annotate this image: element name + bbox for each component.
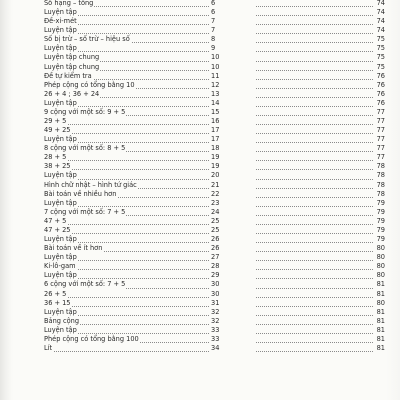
toc-entry: [44, 63, 385, 72]
toc-entry: [44, 117, 385, 126]
toc-entry-page-2: 80: [373, 271, 385, 280]
toc-entry-page-2: 75: [373, 35, 385, 44]
toc-entry-title: Luyện tập: [44, 253, 77, 262]
toc-entry-page-2: 76: [373, 72, 385, 81]
toc-entry-page-2: 77: [373, 135, 385, 144]
toc-entry-page-2: 81: [373, 335, 385, 344]
toc-entry-page-2: 79: [373, 199, 385, 208]
toc-entry-page-2: 79: [373, 208, 385, 217]
toc-entry-page: 26: [210, 235, 256, 244]
toc-entry-page-2: 74: [373, 0, 385, 8]
toc-entry: [44, 126, 385, 135]
toc-entry-page: 25: [210, 217, 256, 226]
toc-entry: [44, 99, 385, 108]
toc-entry-page: 16: [210, 117, 256, 126]
toc-entry: [44, 217, 385, 226]
toc-entry-page-2: 75: [373, 63, 385, 72]
toc-entry: [44, 190, 385, 199]
toc-entry-page: 6: [210, 8, 256, 17]
toc-entry-title: 47 + 25: [44, 225, 71, 234]
toc-entry-title: Lít: [44, 343, 53, 352]
page-gutter-shadow: [0, 0, 12, 400]
toc-entry: [44, 72, 385, 81]
toc-entry-title: Luyện tập: [44, 307, 77, 316]
toc-entry-title: Bảng cộng: [44, 316, 80, 325]
toc-entry-page: 23: [210, 199, 256, 208]
toc-entry-page: 21: [210, 181, 256, 190]
toc-entry-page: 26: [210, 244, 256, 253]
toc-entry-page-2: 78: [373, 181, 385, 190]
toc-entry-title: Ki-lô-gam: [44, 262, 76, 271]
toc-entry-page-2: 77: [373, 144, 385, 153]
toc-entry: [44, 308, 385, 317]
toc-entry: [44, 0, 385, 8]
toc-entry-title: Luyện tập: [44, 26, 77, 35]
toc-entry-title: 29 + 5: [44, 117, 67, 126]
toc-entry-title: Hình chữ nhật – hình tứ giác: [44, 180, 137, 189]
table-of-contents: [44, 0, 385, 353]
toc-entry-page-2: 81: [373, 280, 385, 289]
toc-entry: [44, 208, 385, 217]
toc-entry-page-2: 80: [373, 253, 385, 262]
toc-entry: [44, 199, 385, 208]
toc-entry-title: Luyện tập: [44, 98, 77, 107]
toc-entry-page: 28: [210, 262, 256, 271]
toc-entry: [44, 317, 385, 326]
toc-entry-title: Luyện tập chung: [44, 62, 100, 71]
toc-entry: [44, 171, 385, 180]
toc-entry-page-2: 74: [373, 8, 385, 17]
toc-entry: [44, 280, 385, 289]
toc-entry-page-2: 77: [373, 108, 385, 117]
toc-entry: [44, 8, 385, 17]
toc-entry-page-2: 78: [373, 162, 385, 171]
toc-entry-page: 9: [210, 44, 256, 53]
toc-entry-page-2: 81: [373, 290, 385, 299]
toc-entry-title: Phép cộng có tổng bằng 10: [44, 80, 135, 89]
toc-entry: [44, 35, 385, 44]
toc-entry-page: 19: [210, 162, 256, 171]
toc-entry: [44, 144, 385, 153]
toc-entry: [44, 26, 385, 35]
toc-entry-page-2: 77: [373, 126, 385, 135]
toc-entry-page-2: 79: [373, 235, 385, 244]
toc-entry-page-2: 78: [373, 171, 385, 180]
toc-entry-page-2: 77: [373, 117, 385, 126]
toc-entry-page: 13: [210, 90, 256, 99]
toc-entry-title: Luyện tập: [44, 44, 77, 53]
toc-entry-title: Đề tự kiểm tra: [44, 71, 92, 80]
toc-entry: [44, 181, 385, 190]
toc-entry-page-2: 76: [373, 99, 385, 108]
toc-entry-title: Luyện tập: [44, 235, 77, 244]
toc-entry-page: 7: [210, 17, 256, 26]
toc-entry-page-2: 74: [373, 26, 385, 35]
toc-entry-page-2: 75: [373, 44, 385, 53]
toc-entry-page-2: 76: [373, 90, 385, 99]
toc-entry-title: 8 cộng với một số: 8 + 5: [44, 144, 126, 153]
toc-entry: [44, 344, 385, 353]
toc-entry: [44, 135, 385, 144]
toc-entry-page: 10: [210, 53, 256, 62]
toc-entry-page: 32: [210, 317, 256, 326]
toc-entry-page-2: 81: [373, 317, 385, 326]
toc-entry-page: 29: [210, 271, 256, 280]
toc-entry-page-2: 76: [373, 81, 385, 90]
toc-entry-page-2: 79: [373, 226, 385, 235]
toc-entry-title: 26 + 4 ; 36 + 24: [44, 89, 100, 98]
toc-entry-title: 9 cộng với một số: 9 + 5: [44, 107, 126, 116]
toc-entry-title: Luyện tập: [44, 271, 77, 280]
toc-entry: [44, 326, 385, 335]
toc-entry-page-2: 78: [373, 190, 385, 199]
toc-entry: [44, 44, 385, 53]
toc-entry: [44, 244, 385, 253]
toc-entry-page: 19: [210, 153, 256, 162]
toc-entry-page: 8: [210, 35, 256, 44]
toc-entry-title: Số bị trừ – số trừ – hiệu số: [44, 35, 130, 44]
toc-entry-page: 20: [210, 171, 256, 180]
toc-entry-page-2: 80: [373, 244, 385, 253]
toc-entry-title: Luyện tập: [44, 325, 77, 334]
toc-entry-page: 34: [210, 344, 256, 353]
toc-entry-title: Luyện tập: [44, 8, 77, 17]
toc-entry: [44, 17, 385, 26]
toc-entry-page-2: 80: [373, 262, 385, 271]
toc-entry: [44, 226, 385, 235]
toc-entry-page: 10: [210, 63, 256, 72]
toc-entry: [44, 299, 385, 308]
toc-entry: [44, 290, 385, 299]
toc-entry-page: 24: [210, 208, 256, 217]
toc-entry-page-2: 81: [373, 344, 385, 353]
toc-entry-title: Bài toán về nhiều hơn: [44, 189, 117, 198]
toc-entry-page: 17: [210, 135, 256, 144]
toc-entry-title: 49 + 25: [44, 126, 71, 135]
toc-entry-page: 25: [210, 226, 256, 235]
toc-entry: [44, 262, 385, 271]
toc-entry-page: 15: [210, 108, 256, 117]
toc-entry-page: 11: [210, 72, 256, 81]
toc-entry-page: 18: [210, 144, 256, 153]
toc-entry: [44, 162, 385, 171]
toc-entry-page-2: 80: [373, 299, 385, 308]
toc-entry-title: Số hạng – tổng: [44, 0, 94, 7]
toc-entry-page-2: 74: [373, 17, 385, 26]
toc-entry: [44, 153, 385, 162]
toc-entry: [44, 335, 385, 344]
toc-entry-page: 33: [210, 326, 256, 335]
toc-entry-page: 33: [210, 335, 256, 344]
toc-entry-page: 31: [210, 299, 256, 308]
toc-entry-page: 30: [210, 280, 256, 289]
toc-entry-title: Luyện tập: [44, 198, 77, 207]
toc-entry-page: 6: [210, 0, 256, 8]
toc-entry-title: Đề-xi-mét: [44, 17, 77, 26]
toc-entry-title: 7 cộng với một số: 7 + 5: [44, 207, 126, 216]
toc-entry-page: 27: [210, 253, 256, 262]
toc-entry-page: 17: [210, 126, 256, 135]
toc-entry-title: Luyện tập: [44, 135, 77, 144]
toc-entry-page: 32: [210, 308, 256, 317]
toc-entry-page: 30: [210, 290, 256, 299]
toc-entry: [44, 253, 385, 262]
toc-entry-title: 26 + 5: [44, 289, 67, 298]
toc-entry-title: Phép cộng có tổng bằng 100: [44, 334, 139, 343]
toc-entry-title: 38 + 25: [44, 162, 71, 171]
toc-entry-title: 47 + 5: [44, 216, 67, 225]
toc-entry-page-2: 75: [373, 53, 385, 62]
toc-entry-page-2: 81: [373, 326, 385, 335]
toc-entry-page: 14: [210, 99, 256, 108]
toc-entry-title: Luyện tập: [44, 171, 77, 180]
toc-entry: [44, 235, 385, 244]
toc-entry-title: 28 + 5: [44, 153, 67, 162]
toc-entry-page-2: 77: [373, 153, 385, 162]
toc-entry-page-2: 79: [373, 217, 385, 226]
toc-entry: [44, 81, 385, 90]
toc-entry: [44, 90, 385, 99]
toc-entry: [44, 108, 385, 117]
toc-entry: [44, 53, 385, 62]
toc-entry-page: 22: [210, 190, 256, 199]
toc-entry-title: Bài toán về ít hơn: [44, 244, 103, 253]
toc-entry: [44, 271, 385, 280]
toc-entry-page: 12: [210, 81, 256, 90]
toc-entry-page-2: 81: [373, 308, 385, 317]
toc-entry-page: 7: [210, 26, 256, 35]
toc-entry-title: 36 + 15: [44, 298, 71, 307]
toc-entry-title: 6 cộng với một số: 7 + 5: [44, 280, 126, 289]
toc-entry-title: Luyện tập chung: [44, 53, 100, 62]
